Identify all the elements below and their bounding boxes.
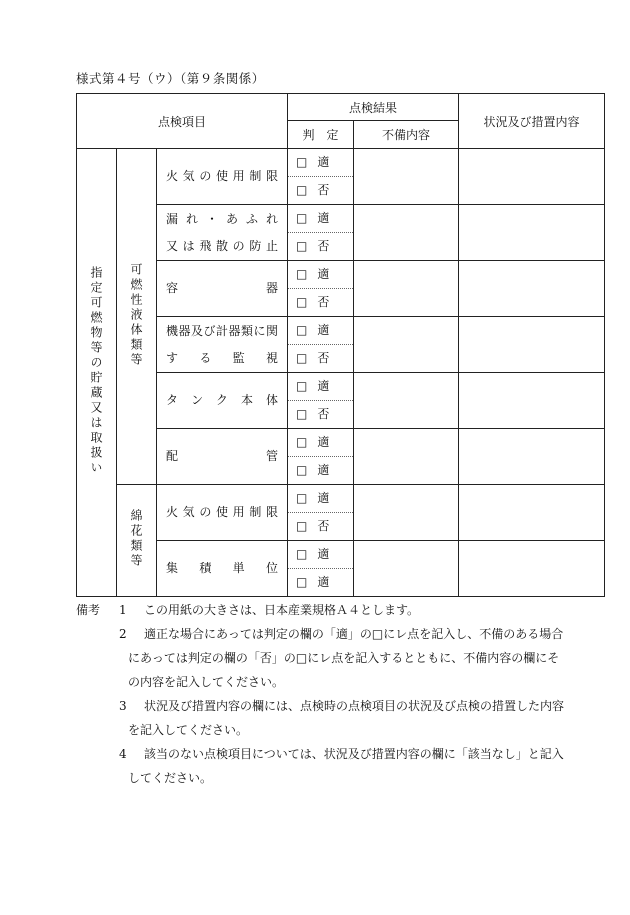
judgment-option-label: 適 (317, 211, 330, 225)
note-text-line: 状況及び措置内容の欄には、点検時の点検項目の状況及び点検の措置した内容 (144, 699, 565, 713)
judgment-option-label: 適 (317, 575, 330, 589)
judgment-option[interactable] (288, 512, 353, 540)
judgment-cell (288, 261, 354, 317)
inspection-item-label: 機器及び計器類に関 (166, 323, 279, 338)
judgment-option[interactable] (288, 568, 353, 596)
status-measures-input-cell[interactable] (459, 485, 605, 541)
checkbox-icon[interactable]: □ (296, 379, 308, 393)
category-cell (77, 149, 117, 597)
note-number: 1 (119, 603, 127, 617)
note-text-line: の内容を記入してください。 (128, 675, 285, 689)
inspection-item-cell (157, 373, 288, 429)
note-number: 2 (119, 627, 127, 641)
judgment-option-label: 否 (317, 351, 330, 365)
inspection-item-cell (157, 541, 288, 597)
table-row (77, 541, 605, 597)
group-cell (117, 149, 157, 485)
note-text-line: にあっては判定の欄の「否」の□にレ点を記入するとともに、不備内容の欄にそ (128, 651, 560, 665)
judgment-cell (288, 205, 354, 261)
inspection-item-cell (157, 261, 288, 317)
inspection-item-label: タンク本体 (166, 393, 279, 407)
header-status-measures: 状況及び措置内容 (459, 94, 605, 149)
judgment-option[interactable] (288, 288, 353, 316)
group-cell (117, 485, 157, 597)
deficiency-input-cell[interactable] (354, 205, 459, 261)
inspection-item-label: 漏れ・あふれ (166, 211, 279, 226)
checkbox-icon[interactable]: □ (296, 239, 308, 253)
judgment-cell (288, 429, 354, 485)
judgment-option[interactable] (288, 400, 353, 428)
judgment-cell (288, 149, 354, 205)
judgment-cell (288, 317, 354, 373)
judgment-option-label: 適 (317, 547, 330, 561)
deficiency-input-cell[interactable] (354, 317, 459, 373)
group-label: 綿花類等 (129, 509, 143, 569)
inspection-item-label: する監視 (166, 350, 279, 365)
header-deficiency: 不備内容 (354, 121, 459, 149)
judgment-option[interactable] (288, 176, 353, 204)
note-item (76, 742, 606, 790)
judgment-option-label: 否 (317, 519, 330, 533)
judgment-option[interactable] (288, 456, 353, 484)
inspection-item-cell (157, 485, 288, 541)
inspection-table (76, 93, 605, 597)
judgment-option-label: 適 (317, 155, 330, 169)
notes-heading: 備考 (76, 603, 101, 617)
table-row (77, 261, 605, 317)
notes-section (76, 598, 606, 790)
judgment-cell (288, 485, 354, 541)
table-row (77, 429, 605, 485)
judgment-option[interactable] (288, 373, 353, 400)
checkbox-icon[interactable]: □ (296, 211, 308, 225)
header-inspection-result: 点検結果 (288, 94, 459, 121)
note-item (76, 622, 606, 694)
judgment-option[interactable] (288, 485, 353, 512)
checkbox-icon[interactable]: □ (296, 323, 308, 337)
status-measures-input-cell[interactable] (459, 205, 605, 261)
judgment-option-label: 否 (317, 295, 330, 309)
category-label: 指定可燃物等の貯蔵又は取扱い (89, 266, 103, 476)
checkbox-icon[interactable]: □ (296, 547, 308, 561)
header-inspection-item: 点検項目 (77, 94, 288, 149)
judgment-option-label: 否 (317, 183, 330, 197)
deficiency-input-cell[interactable] (354, 485, 459, 541)
judgment-option-label: 適 (317, 463, 330, 477)
group-label: 可燃性液体類等 (129, 262, 143, 368)
judgment-option-label: 否 (317, 407, 330, 421)
checkbox-icon[interactable]: □ (296, 463, 308, 477)
notes-list (76, 598, 606, 790)
note-number: 3 (119, 699, 127, 713)
note-text-line: を記入してください。 (128, 723, 249, 737)
judgment-option-label: 適 (317, 267, 330, 281)
table-row (77, 149, 605, 205)
form-title: 様式第４号（ウ）（第９条関係） (76, 71, 265, 86)
judgment-option[interactable] (288, 317, 353, 344)
judgment-option[interactable] (288, 205, 353, 232)
checkbox-icon[interactable]: □ (296, 267, 308, 281)
header-judgment: 判 定 (288, 121, 354, 149)
inspection-table-body (77, 94, 605, 597)
status-measures-input-cell[interactable] (459, 373, 605, 429)
judgment-option[interactable] (288, 149, 353, 176)
inspection-item-label: 集積単位 (166, 561, 279, 575)
checkbox-icon[interactable]: □ (296, 575, 308, 589)
inspection-item-label: 容器 (166, 281, 279, 295)
table-row (77, 205, 605, 261)
status-measures-input-cell[interactable] (459, 317, 605, 373)
checkbox-icon[interactable]: □ (296, 491, 308, 505)
judgment-cell (288, 541, 354, 597)
deficiency-input-cell[interactable] (354, 429, 459, 485)
judgment-option[interactable] (288, 232, 353, 260)
judgment-option-label: 適 (317, 323, 330, 337)
judgment-cell (288, 373, 354, 429)
judgment-option[interactable] (288, 344, 353, 372)
judgment-option-label: 否 (317, 239, 330, 253)
note-number: 4 (119, 747, 127, 761)
judgment-option-label: 適 (317, 435, 330, 449)
status-measures-input-cell[interactable] (459, 429, 605, 485)
inspection-item-cell (157, 429, 288, 485)
checkbox-icon[interactable]: □ (296, 183, 308, 197)
checkbox-icon[interactable]: □ (296, 295, 308, 309)
note-text-line: してください。 (128, 771, 213, 785)
deficiency-input-cell[interactable] (354, 261, 459, 317)
table-row (77, 485, 605, 541)
deficiency-input-cell[interactable] (354, 149, 459, 205)
note-text-line: この用紙の大きさは、日本産業規格Ａ４とします。 (144, 603, 420, 617)
judgment-option[interactable] (288, 261, 353, 288)
status-measures-input-cell[interactable] (459, 261, 605, 317)
deficiency-input-cell[interactable] (354, 373, 459, 429)
judgment-option-label: 適 (317, 379, 330, 393)
judgment-option-label: 適 (317, 491, 330, 505)
checkbox-icon[interactable]: □ (296, 351, 308, 365)
inspection-item-cell (157, 205, 288, 261)
note-item (76, 598, 606, 622)
checkbox-icon[interactable]: □ (296, 407, 308, 421)
checkbox-icon[interactable]: □ (296, 435, 308, 449)
judgment-option[interactable] (288, 429, 353, 456)
inspection-item-label: 火気の使用制限 (166, 169, 279, 183)
status-measures-input-cell[interactable] (459, 541, 605, 597)
inspection-item-label: 又は飛散の防止 (166, 238, 279, 253)
note-text-line: 該当のない点検項目については、状況及び措置内容の欄に「該当なし」と記入 (144, 747, 564, 761)
checkbox-icon[interactable]: □ (296, 519, 308, 533)
table-row (77, 317, 605, 373)
inspection-item-cell (157, 149, 288, 205)
table-row (77, 373, 605, 429)
checkbox-icon[interactable]: □ (296, 155, 308, 169)
judgment-option[interactable] (288, 541, 353, 568)
note-text-line: 適正な場合にあっては判定の欄の「適」の□にレ点を記入し、不備のある場合 (144, 627, 564, 641)
status-measures-input-cell[interactable] (459, 149, 605, 205)
inspection-item-label: 配管 (166, 449, 279, 463)
inspection-item-label: 火気の使用制限 (166, 505, 279, 519)
inspection-item-cell (157, 317, 288, 373)
deficiency-input-cell[interactable] (354, 541, 459, 597)
note-item (76, 694, 606, 742)
